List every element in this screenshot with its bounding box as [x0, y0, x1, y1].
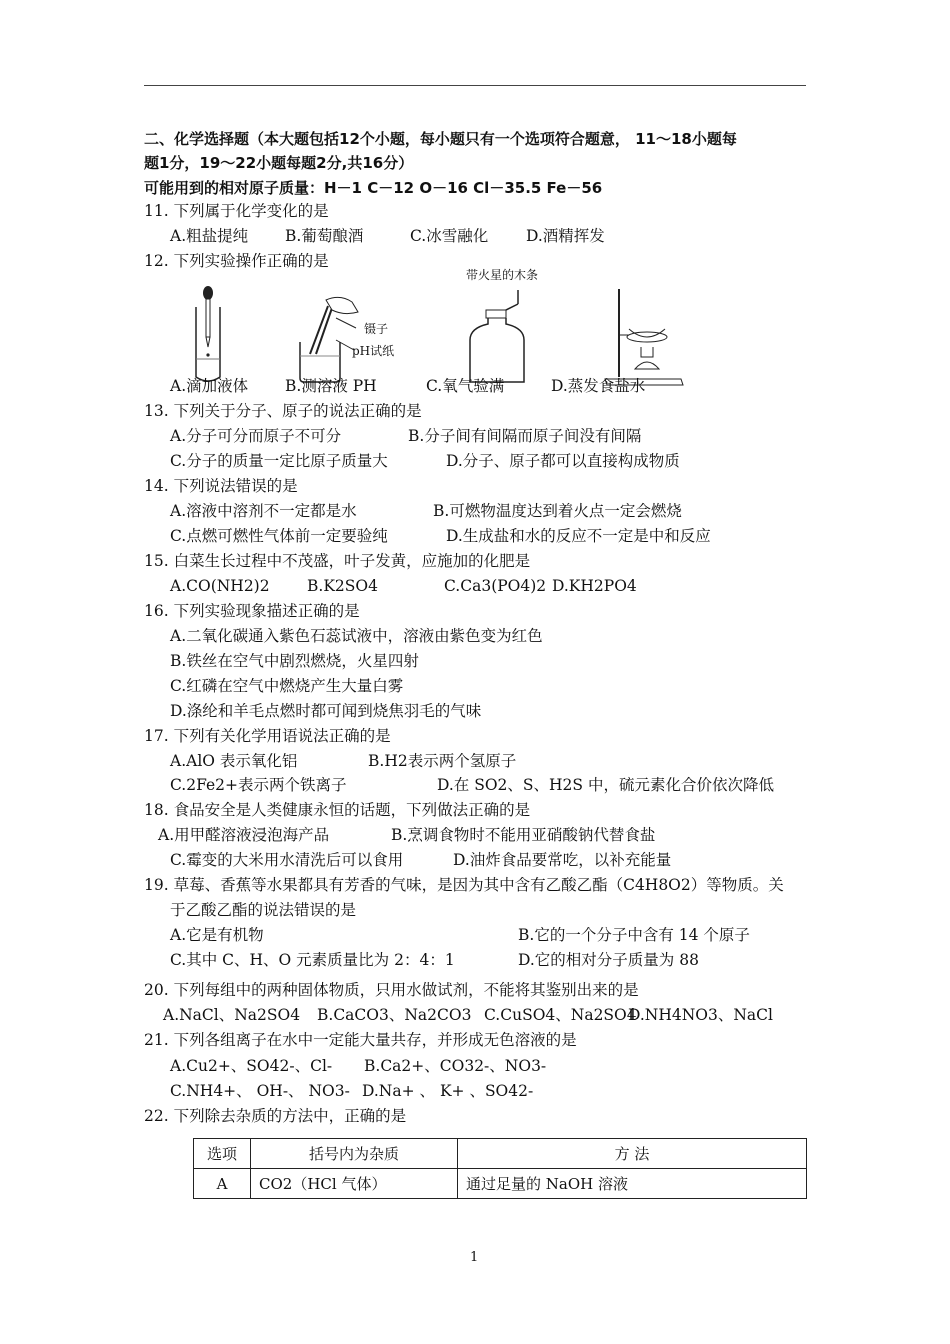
q12-stem: 12. 下列实验操作正确的是 [144, 252, 329, 270]
atomic-masses: 可能用到的相对原子质量：H－1 C－12 O－16 Cl－35.5 Fe－56 [144, 179, 603, 197]
q16-option-d: D.涤纶和羊毛点燃时都可闻到烧焦羽毛的气味 [170, 702, 482, 720]
q11-option-a: A.粗盐提纯 [170, 227, 249, 245]
fig-label-glowing-stick: 带火星的木条 [466, 268, 539, 282]
q13-option-d: D.分子、原子都可以直接构成物质 [446, 452, 680, 470]
q18-option-a: A.用甲醛溶液浸泡海产品 [158, 826, 330, 844]
q17-option-b: B.H2表示两个氢原子 [368, 752, 517, 770]
q15-option-d: D.KH2PO4 [552, 577, 637, 595]
q16-option-a: A.二氧化碳通入紫色石蕊试液中，溶液由紫色变为红色 [170, 627, 543, 645]
q11-stem: 11. 下列属于化学变化的是 [144, 202, 329, 220]
fig-label-tweezers: 镊子 [364, 322, 389, 336]
q19-stem-line2: 于乙酸乙酯的说法错误的是 [170, 901, 357, 919]
q16-option-b: B.铁丝在空气中剧烈燃烧，火星四射 [170, 652, 419, 670]
gas-bottle-figure [462, 288, 532, 384]
q18-option-b: B.烹调食物时不能用亚硝酸钠代替食盐 [391, 826, 656, 844]
q12-option-a: A.滴加液体 [170, 377, 249, 395]
table-header-row [194, 1139, 807, 1169]
q21-option-c: C.NH4+、 OH-、 NO3- [170, 1082, 350, 1100]
q21-stem: 21. 下列各组离子在水中一定能大量共存，并形成无色溶液的是 [144, 1031, 577, 1049]
q17-stem: 17. 下列有关化学用语说法正确的是 [144, 727, 391, 745]
q20-option-c: C.CuSO4、Na2SO4 [484, 1006, 637, 1024]
q13-stem: 13. 下列关于分子、原子的说法正确的是 [144, 402, 422, 420]
evaporation-figure [585, 285, 685, 385]
q17-option-a: A.AlO 表示氧化铝 [170, 752, 298, 770]
header-rule [144, 85, 806, 86]
impurity-removal-table [193, 1138, 807, 1199]
q19-option-d: D.它的相对分子质量为 88 [518, 951, 699, 969]
table-header-impurity: 括号内为杂质 [251, 1139, 458, 1169]
q16-stem: 16. 下列实验现象描述正确的是 [144, 602, 360, 620]
page-number: 1 [470, 1250, 479, 1265]
q20-option-b: B.CaCO3、Na2CO3 [317, 1006, 472, 1024]
q19-option-a: A.它是有机物 [170, 926, 264, 944]
q19-stem-line1: 19. 草莓、香蕉等水果都具有芳香的气味，是因为其中含有乙酸乙酯（C4H8O2）等物质。关 [144, 876, 784, 894]
q14-option-a: A.溶液中溶剂不一定都是水 [170, 502, 357, 520]
q18-stem: 18. 食品安全是人类健康永恒的话题，下列做法正确的是 [144, 801, 531, 819]
q12-option-d: D.蒸发食盐水 [551, 377, 646, 395]
table-header-method: 方 法 [458, 1139, 807, 1169]
q11-option-b: B.葡萄酿酒 [285, 227, 364, 245]
q18-option-c: C.霉变的大米用水清洗后可以食用 [170, 851, 404, 869]
q17-option-d: D.在 SO2、S、H2S 中，硫元素化合价依次降低 [437, 776, 774, 794]
q14-option-c: C.点燃可燃性气体前一定要验纯 [170, 527, 388, 545]
fig-label-ph-paper: pH试纸 [352, 344, 395, 358]
table-row [194, 1169, 807, 1199]
q12-option-b: B.测溶液 PH [285, 377, 377, 395]
q17-option-c: C.2Fe2+表示两个铁离子 [170, 776, 347, 794]
q15-option-b: B.K2SO4 [307, 577, 378, 595]
q19-option-b: B.它的一个分子中含有 14 个原子 [518, 926, 750, 944]
q13-option-a: A.分子可分而原子不可分 [170, 427, 342, 445]
q19-option-c: C.其中 C、H、O 元素质量比为 2：4：1 [170, 951, 455, 969]
q11-option-d: D.酒精挥发 [526, 227, 605, 245]
ph-test-figure [296, 294, 396, 384]
q21-option-a: A.Cu2+、SO42-、Cl- [170, 1057, 333, 1075]
q20-stem: 20. 下列每组中的两种固体物质，只用水做试剂，不能将其鉴别出来的是 [144, 981, 639, 999]
q14-option-d: D.生成盐和水的反应不一定是中和反应 [446, 527, 711, 545]
table-cell-method: 通过足量的 NaOH 溶液 [458, 1169, 807, 1199]
q14-stem: 14. 下列说法错误的是 [144, 477, 298, 495]
q15-stem: 15. 白菜生长过程中不茂盛，叶子发黄，应施加的化肥是 [144, 552, 531, 570]
q13-option-b: B.分子间有间隔而原子间没有间隔 [408, 427, 642, 445]
q15-option-a: A.CO(NH2)2 [170, 577, 270, 595]
q15-option-c: C.Ca3(PO4)2 [444, 577, 547, 595]
table-cell-impurity: CO2（HCl 气体） [251, 1169, 458, 1199]
section-title-line2: 题1分，19～22小题每题2分,共16分） [144, 154, 414, 172]
q18-option-d: D.油炸食品要常吃，以补充能量 [453, 851, 672, 869]
q21-option-d: D.Na+ 、 K+ 、SO42- [362, 1082, 534, 1100]
q22-stem: 22. 下列除去杂质的方法中，正确的是 [144, 1107, 407, 1125]
q16-option-c: C.红磷在空气中燃烧产生大量白雾 [170, 677, 404, 695]
table-cell-option: A [194, 1169, 251, 1199]
q11-option-c: C.冰雪融化 [410, 227, 489, 245]
q20-option-d: D.NH4NO3、NaCl [628, 1006, 773, 1024]
dropper-figure [190, 285, 230, 385]
q14-option-b: B.可燃物温度达到着火点一定会燃烧 [433, 502, 682, 520]
q20-option-a: A.NaCl、Na2SO4 [163, 1006, 301, 1024]
table-header-option: 选项 [194, 1139, 251, 1169]
section-title-line1: 二、化学选择题（本大题包括12个小题，每小题只有一个选项符合题意， 11～18小题每 [144, 130, 737, 148]
q12-option-c: C.氧气验满 [426, 377, 505, 395]
q21-option-b: B.Ca2+、CO32-、NO3- [364, 1057, 547, 1075]
q13-option-c: C.分子的质量一定比原子质量大 [170, 452, 388, 470]
